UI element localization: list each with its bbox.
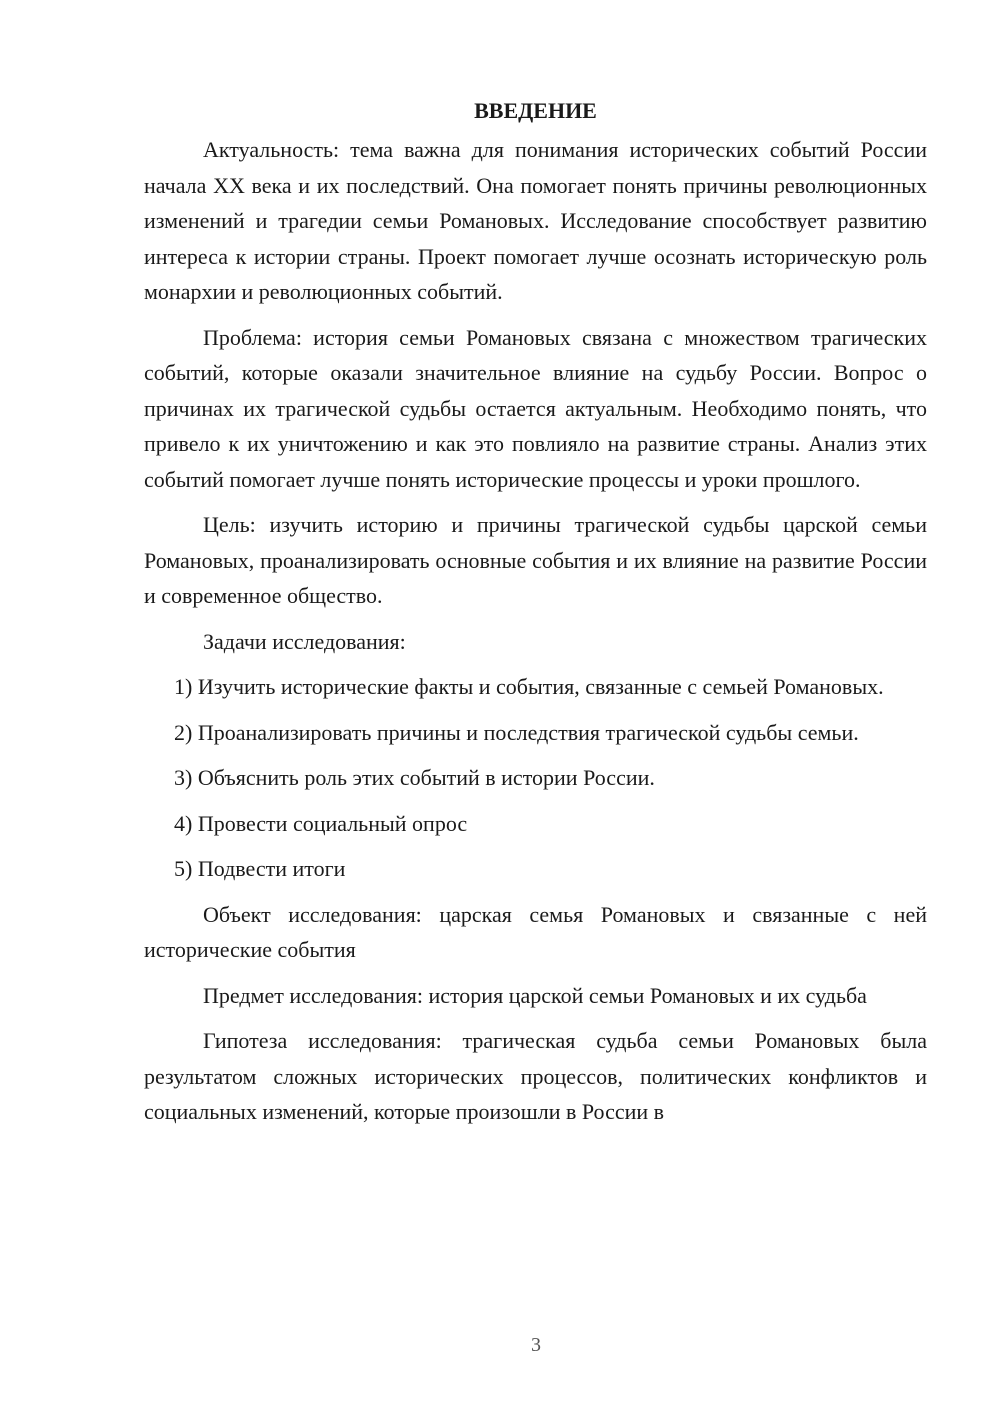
page-number: 3 bbox=[531, 1334, 541, 1356]
section-heading: ВВЕДЕНИЕ bbox=[474, 98, 597, 123]
goal-paragraph: Цель: изучить историю и причины трагической судьбы царской семьи Романовых, проанализировать основные события и их влияние на развитие России и современное общество. bbox=[144, 512, 927, 608]
task-item: 3) Объяснить роль этих событий в истории России. bbox=[174, 765, 655, 790]
tasks-title: Задачи исследования: bbox=[203, 628, 406, 654]
hypothesis-paragraph: Гипотеза исследования: трагическая судьба семьи Романовых была результатом сложных исторических процессов, политических конфликтов и социальных изменений, которые произошли в России в bbox=[144, 1028, 927, 1124]
relevance-paragraph: Актуальность: тема важна для понимания исторических событий России начала XX века и их последствий. Она помогает понять причины революционных изменений и трагедии семьи Романовых. Исследование способствует развитию интереса к истории страны. Проект помогает лучше осознать историческую роль монархии и революционных событий. bbox=[144, 137, 927, 304]
object-paragraph: Объект исследования: царская семья Романовых и связанные с ней исторические события bbox=[144, 901, 927, 962]
task-item: 4) Провести социальный опрос bbox=[174, 810, 468, 836]
task-item: 1) Изучить исторические факты и события, связанные с семьей Романовых. bbox=[174, 674, 884, 699]
task-item: 2) Проанализировать причины и последствия трагической судьбы семьи. bbox=[174, 719, 859, 745]
task-item: 5) Подвести итоги bbox=[174, 856, 346, 881]
subject-paragraph: Предмет исследования: история царской семьи Романовых и их судьба bbox=[203, 982, 867, 1008]
page-content bbox=[144, 92, 927, 1140]
problem-paragraph: Проблема: история семьи Романовых связана с множеством трагических событий, которые оказали значительное влияние на судьбу России. Вопрос о причинах их трагической судьбы остается актуальным. Необходимо понять, что привело к их уничтожению и как это повлияло на развитие страны. Анализ этих событий помогает лучше понять исторические процессы и уроки прошлого. bbox=[144, 324, 927, 492]
